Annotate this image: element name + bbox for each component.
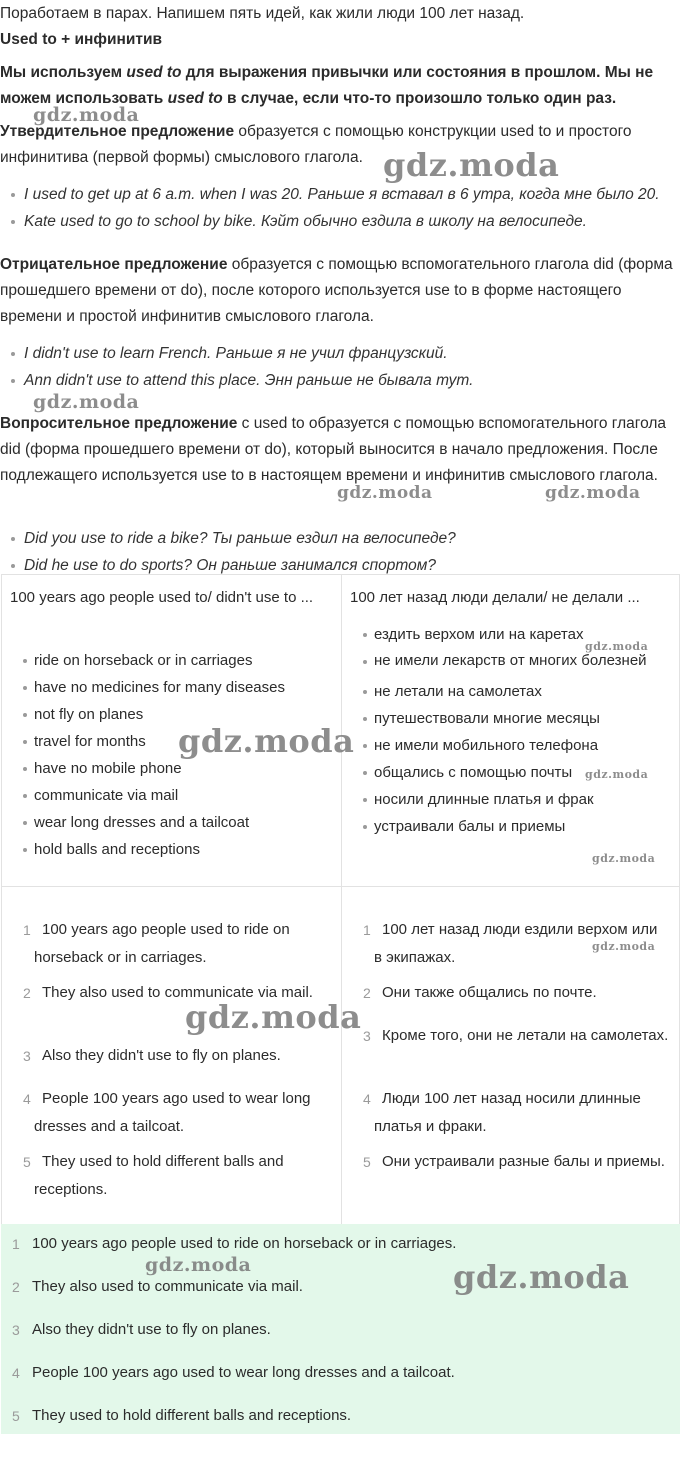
list-item: не имели лекарств от многих болезней <box>342 648 679 671</box>
list-item: not fly on planes <box>2 701 341 728</box>
interrogative-examples <box>0 525 680 579</box>
list-item: wear long dresses and a tailcoat <box>2 809 341 836</box>
watermark: gdz.moda <box>585 768 649 781</box>
affirmative-examples <box>0 181 680 235</box>
ideas-table <box>1 574 680 1225</box>
list-item: 2 Они также общались по почте. <box>363 984 597 1001</box>
watermark: gdz.moda <box>337 483 433 503</box>
watermark: gdz.moda <box>145 1254 252 1276</box>
list-item: общались с помощью почты <box>342 759 679 786</box>
list-item: 4 People 100 years ago used to wear long dresses and a tailcoat. <box>23 1090 311 1135</box>
list-item: 2 They also used to communicate via mail. <box>23 984 313 1001</box>
example-item: Kate used to go to school by bike. Кэйт обычно ездила в школу на велосипеде. <box>0 208 680 235</box>
example-item: Did he use to do sports? Он раньше занимался спортом? <box>0 552 680 579</box>
watermark: gdz.moda <box>383 146 560 184</box>
list-item: have no mobile phone <box>2 755 341 782</box>
example-item: I used to get up at 6 a.m. when I was 20. Раньше я вставал в 6 утра, когда мне было 20. <box>0 181 680 208</box>
list-item: 3 Also they didn't use to fly on planes. <box>23 1047 281 1064</box>
list-item: travel for months <box>2 728 341 755</box>
ru-ideas-cell <box>341 575 680 887</box>
affirmative-paragraph: Утвердительное предложение образуется с помощью конструкции used to и простого инфинитива (первой формы) смыслового глагола. <box>0 123 632 166</box>
negative-examples <box>0 340 680 394</box>
watermark: gdz.moda <box>453 1258 630 1296</box>
list-item: 1 100 years ago people used to ride on horseback or in carriages. <box>23 921 290 966</box>
watermark: gdz.moda <box>178 722 355 760</box>
example-item: Ann didn't use to attend this place. Энн раньше не бывала тут. <box>0 367 680 394</box>
watermark: gdz.moda <box>592 852 656 865</box>
list-item: 4 Люди 100 лет назад носили длинные платья и фраки. <box>363 1090 641 1135</box>
list-item: 5 Они устраивали разные балы и приемы. <box>363 1153 665 1170</box>
rule-title: Used to + инфинитив <box>0 31 163 48</box>
answer-block: 1 100 years ago people used to ride on horseback or in carriages. 2 They also used to communicate via mail. 3 Also they didn't use to fly on planes. 4 People 100 years ago used to wear long dresses and a tailcoat. 5 They used to hold different balls and receptions. <box>1 1224 680 1434</box>
task-text: Поработаем в парах. Напишем пять идей, как жили люди 100 лет назад. <box>0 5 525 22</box>
list-item: 5 They used to hold different balls and receptions. <box>23 1153 284 1198</box>
list-item: hold balls and receptions <box>2 836 341 863</box>
ru-sentences-cell <box>341 886 680 1225</box>
list-item: не имели мобильного телефона <box>342 732 679 759</box>
watermark: gdz.moda <box>33 391 140 413</box>
en-sentences-cell <box>1 886 342 1225</box>
example-item: Did you use to ride a bike? Ты раньше ездил на велосипеде? <box>0 525 680 552</box>
list-item: 1 100 лет назад люди ездили верхом или в экипажах. <box>363 921 658 966</box>
ru-header: 100 лет назад люди делали/ не делали ... <box>350 589 640 606</box>
list-item: носили длинные платья и фрак <box>342 786 679 813</box>
list-item: 3 Кроме того, они не летали на самолетах. <box>363 1027 669 1044</box>
usage-paragraph: Мы используем used to для выражения привычки или состояния в прошлом. Мы не можем использовать used to в случае, если что-то произошло только один раз. <box>0 64 654 107</box>
en-header: 100 years ago people used to/ didn't use to ... <box>10 589 314 606</box>
list-item: не летали на самолетах <box>342 678 679 705</box>
list-item: ride on horseback or in carriages <box>2 647 341 674</box>
watermark: gdz.moda <box>585 640 649 653</box>
list-item: have no medicines for many diseases <box>2 674 341 701</box>
list-item: ездить верхом или на каретах <box>342 621 679 648</box>
list-item: communicate via mail <box>2 782 341 809</box>
negative-paragraph: Отрицательное предложение образуется с помощью вспомогательного глагола did (форма прошедшего времени от do), после которого используется use to в форме настоящего времени и простой инфинитив смыслового глагола. <box>0 256 673 325</box>
interrogative-paragraph: Вопросительное предложение с used to образуется с помощью вспомогательного глагола did (форма прошедшего времени от do), который выносится в начало предложения. После подлежащего используется use to в настоящем времени и инфинитив смыслового глагола. <box>0 415 667 484</box>
watermark: gdz.moda <box>592 940 656 953</box>
example-item: I didn't use to learn French. Раньше я не учил французский. <box>0 340 680 367</box>
list-item: путешествовали многие месяцы <box>342 705 679 732</box>
list-item: устраивали балы и приемы <box>342 813 679 840</box>
watermark: gdz.moda <box>33 104 140 126</box>
watermark: gdz.moda <box>185 998 362 1036</box>
watermark: gdz.moda <box>545 483 641 503</box>
ru-ideas-list <box>342 621 679 840</box>
